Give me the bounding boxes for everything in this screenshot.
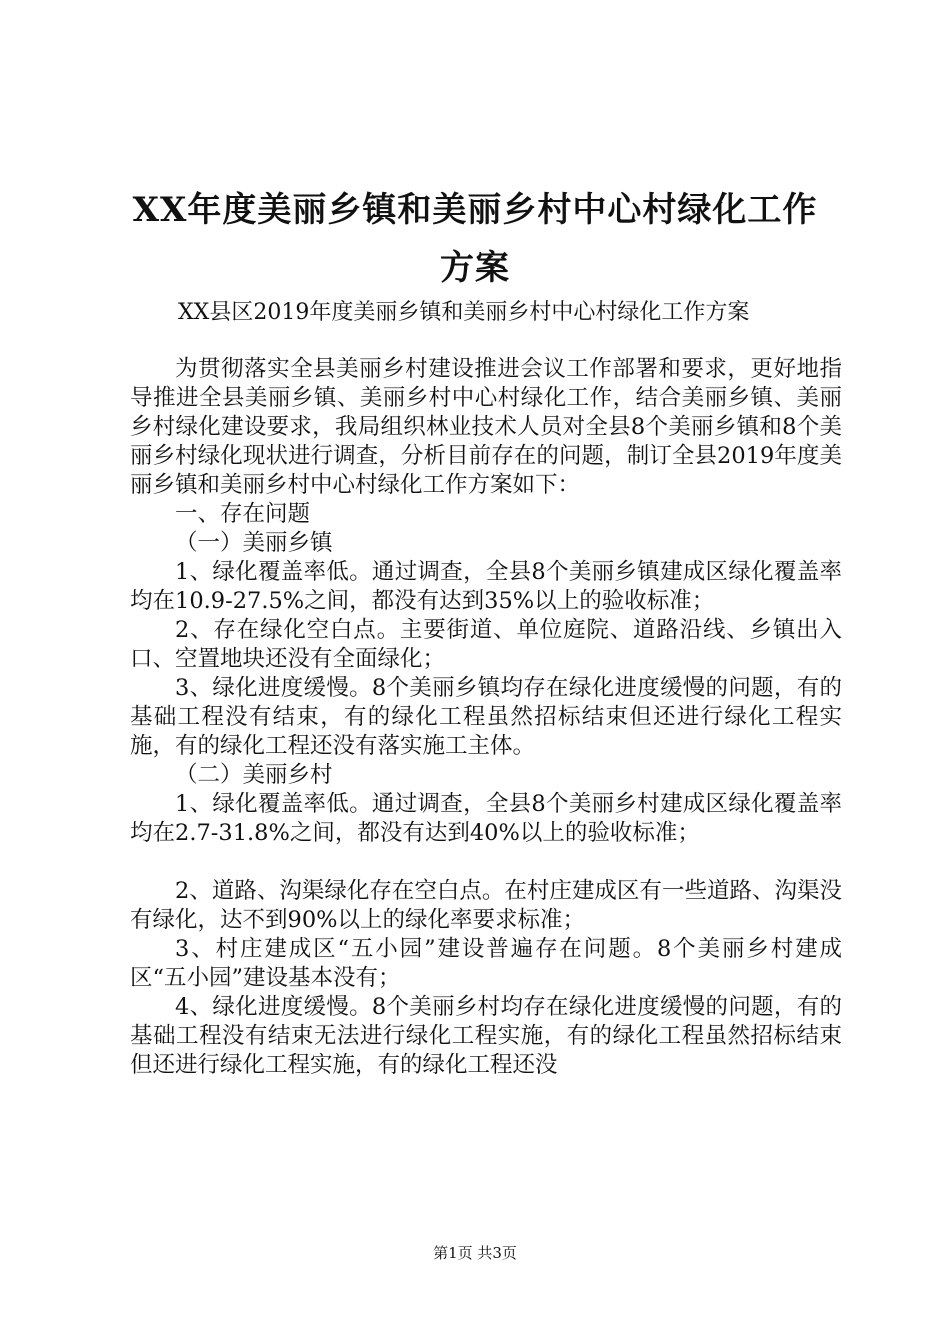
document-subtitle: XX县区2019年度美丽乡镇和美丽乡村中心村绿化工作方案	[178, 300, 750, 325]
document-title-line-1: XX年度美丽乡镇和美丽乡村中心村绿化工作	[132, 190, 818, 230]
village-item-3: 3、村庄建成区“五小园”建设普遍存在问题。8个美丽乡村建成区“五小园”建设基本没有；	[130, 936, 842, 991]
village-item-4: 4、绿化进度缓慢。8个美丽乡村均存在绿化进度缓慢的问题，有的基础工程没有结束无法进行绿化工程实施，有的绿化工程虽然招标结束但还进行绿化工程实施，有的绿化工程还没	[130, 994, 842, 1078]
intro-paragraph: 为贯彻落实全县美丽乡村建设推进会议工作部署和要求，更好地指导推进全县美丽乡镇、美丽乡村中心村绿化工作，结合美丽乡镇、美丽乡村绿化建设要求，我局组织林业技术人员对全县8个美丽乡镇和8个美丽乡村绿化现状进行调查，分析目前存在的问题，制订全县2019年度美丽乡镇和美丽乡村中心村绿化工作方案如下：	[130, 356, 842, 498]
page-number-footer: 第1页 共3页	[433, 1244, 517, 1262]
paragraph-spacer	[130, 848, 842, 877]
subsection-heading-towns: （一）美丽乡镇	[175, 530, 333, 556]
town-item-3: 3、绿化进度缓慢。8个美丽乡镇均存在绿化进度缓慢的问题，有的基础工程没有结束，有的绿化工程虽然招标结束但还进行绿化工程实施，有的绿化工程还没有落实施工主体。	[130, 675, 842, 759]
town-item-2: 2、存在绿化空白点。主要街道、单位庭院、道路沿线、乡镇出入口、空置地块还没有全面绿化；	[130, 617, 842, 672]
village-item-1: 1、绿化覆盖率低。通过调查，全县8个美丽乡村建成区绿化覆盖率均在2.7-31.8%之间，都没有达到40%以上的验收标准；	[130, 791, 842, 846]
subsection-heading-villages: （二）美丽乡村	[175, 762, 333, 788]
section-heading-problems: 一、存在问题	[175, 501, 311, 527]
document-body	[130, 355, 842, 1080]
document-title-line-2: 方案	[440, 248, 510, 288]
village-item-2: 2、道路、沟渠绿化存在空白点。在村庄建成区有一些道路、沟渠没有绿化，达不到90%以上的绿化率要求标准；	[130, 878, 842, 933]
town-item-1: 1、绿化覆盖率低。通过调查，全县8个美丽乡镇建成区绿化覆盖率均在10.9-27.5%之间，都没有达到35%以上的验收标准；	[130, 559, 842, 614]
